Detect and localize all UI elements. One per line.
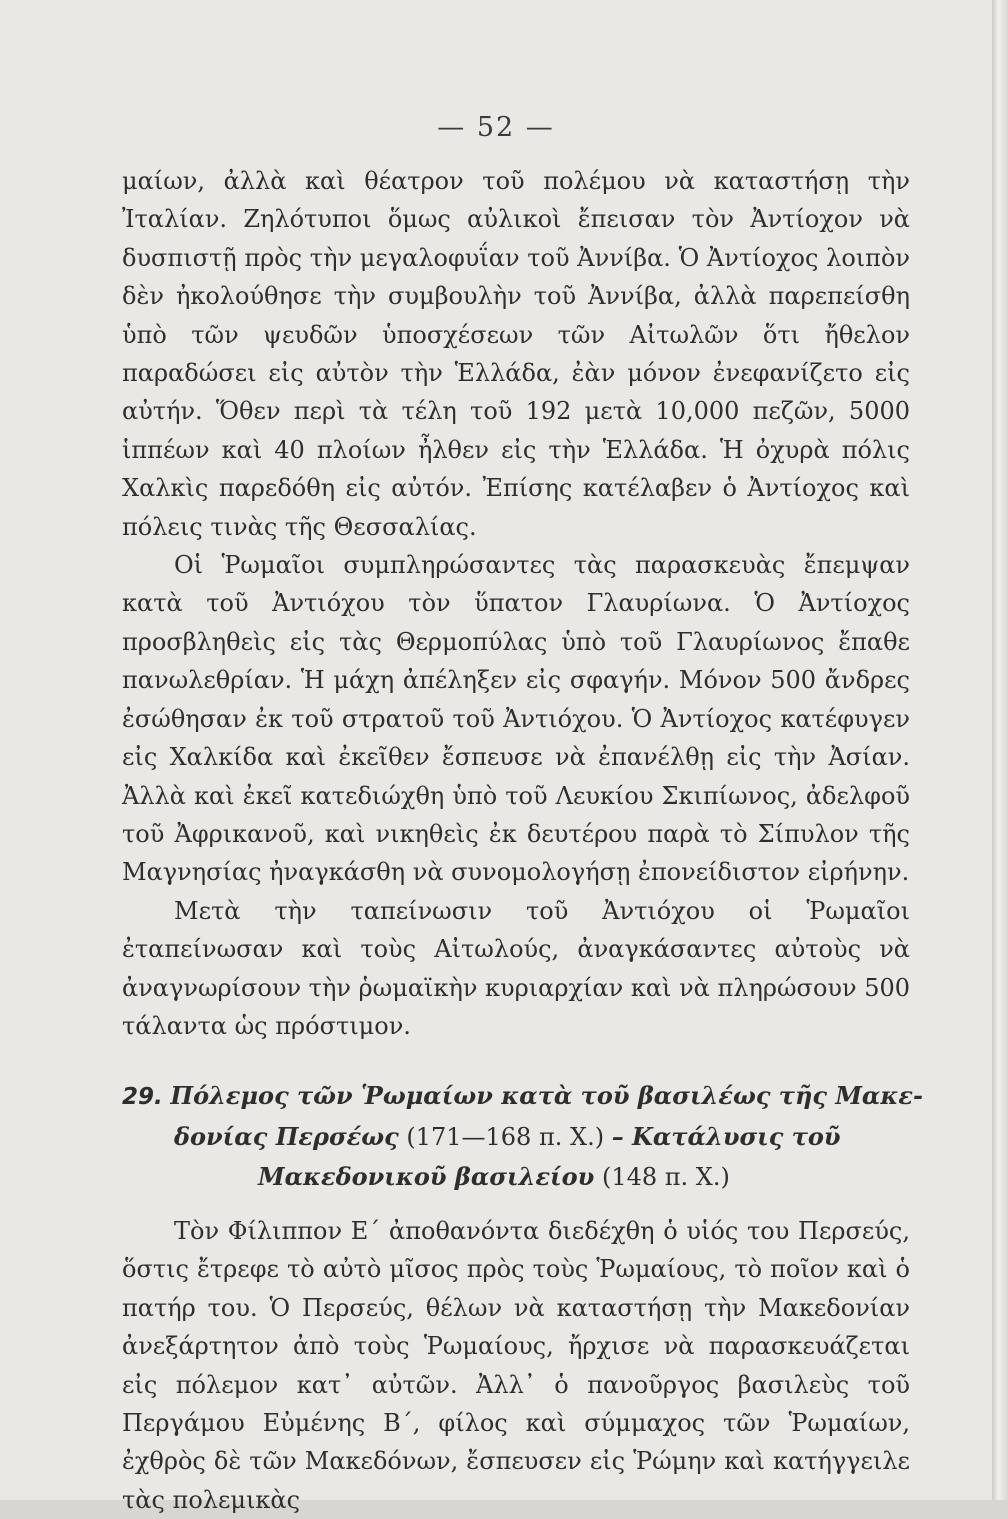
heading-title-part-3: – Κατάλυσις τοῦ [611,1122,841,1151]
paragraph-2: Οἱ Ῥωμαῖοι συμπληρώσαντες τὰς παρασκευὰς ἔπεμψαν κατὰ τοῦ Ἀντιόχου τὸν ὕπατον Γλαυρίωνα. Ὁ Ἀντίοχος προσβληθεὶς εἰς τὰς Θερμοπύλας ὑπὸ τοῦ Γλαυρίωνος ἔπαθε πανωλεθρίαν. Ἡ μάχη ἀπέληξεν εἰς σφαγήν. Μόνον 500 ἄνδρες ἐσώθησαν ἐκ τοῦ στρατοῦ τοῦ Ἀντιόχου. Ὁ Ἀντίοχος κατέφυγεν εἰς Χαλκίδα καὶ ἐκεῖθεν ἔσπευσε νὰ ἐπανέλθῃ εἰς τὴν Ἀσίαν. Ἀλλὰ καὶ ἐκεῖ κατεδιώχθη ὑπὸ τοῦ Λευκίου Σκιπίωνος, ἀδελφοῦ τοῦ Ἀφρικανοῦ, καὶ νικηθεὶς ἐκ δευτέρου παρὰ τὸ Σίπυλον τῆς Μαγνησίας ἠναγκάσθη νὰ συνομολογήσῃ ἐπονείδιστον εἰρήνην. [122,551,910,887]
heading-date-1: (171—168 π. Χ.) [406,1123,605,1151]
section-body-1 [122,162,910,1045]
page-edge [992,0,1008,1500]
page-number: — 52 — [437,112,555,143]
heading-date-2: (148 π. Χ.) [601,1163,730,1191]
section-body-2 [122,1212,910,1519]
heading-line-2 [122,1117,910,1157]
heading-title-part-4: Μακεδονικοῦ βασιλείου [258,1162,595,1191]
heading-title-part-1: Πόλεμος τῶν Ῥωμαίων κατὰ τοῦ βασιλέως τῆς Μακε- [170,1081,923,1110]
heading-title-part-2: δονίας Περσέως [174,1122,399,1151]
heading-line-1 [122,1076,923,1117]
paragraph-3: Μετὰ τὴν ταπείνωσιν τοῦ Ἀντιόχου οἱ Ῥωμαῖοι ἐταπείνωσαν καὶ τοὺς Αἰτωλούς, ἀναγκάσαντες αὐτοὺς νὰ ἀναγνωρίσουν τὴν ῥωμαϊκὴν κυριαρχίαν καὶ νὰ πληρώσουν 500 τάλαντα ὡς πρόστιμον. [122,896,911,1040]
paragraph-1: μαίων, ἀλλὰ καὶ θέατρον τοῦ πολέμου νὰ καταστήσῃ τὴν Ἰταλίαν. Ζηλότυποι ὅμως αὐλικοὶ ἔπεισαν τὸν Ἀντίοχον νὰ δυσπιστῇ πρὸς τὴν μεγαλοφυΐαν τοῦ Ἀννίβα. Ὁ Ἀντίοχος λοιπὸν δὲν ἠκολούθησε τὴν συμβουλὴν τοῦ Ἀννίβα, ἀλλὰ παρεπείσθη ὑπὸ τῶν ψευδῶν ὑποσχέσεων τῶν Αἰτωλῶν ὅτι ἤθελον παραδώσει εἰς αὐτὸν τὴν Ἑλλάδα, ἐὰν μόνον ἐνεφανίζετο εἰς αὐτήν. Ὅθεν περὶ τὰ τέλη τοῦ 192 μετὰ 10,000 πεζῶν, 5000 ἱππέων καὶ 40 πλοίων ἦλθεν εἰς τὴν Ἑλλάδα. Ἡ ὀχυρὰ πόλις Χαλκὶς παρεδόθη εἰς αὐτόν. Ἐπίσης κατέλαβεν ὁ Ἀντίοχος καὶ πόλεις τινὰς τῆς Θεσσαλίας. [122,167,910,541]
section-heading [122,1076,923,1197]
heading-line-3 [122,1157,910,1197]
paragraph-4: Τὸν Φίλιππον Ε΄ ἀποθανόντα διεδέχθη ὁ υἱός του Περσεύς, ὅστις ἔτρεφε τὸ αὐτὸ μῖσος πρὸς τοὺς Ῥωμαίους, τὸ ποῖον καὶ ὁ πατήρ του. Ὁ Περσεύς, θέλων νὰ καταστήσῃ τὴν Μακεδονίαν ἀνεξάρτητον ἀπὸ τοὺς Ῥωμαίους, ἤρχισε νὰ παρασκευάζεται εἰς πόλεμον κατ᾿ αὐτῶν. Ἀλλ᾿ ὁ πανοῦργος βασιλεὺς τοῦ Περγάμου Εὐμένης Β΄, φίλος καὶ σύμμαχος τῶν Ῥωμαίων, ἐχθρὸς δὲ τῶν Μακεδόνων, ἔσπευσεν εἰς Ῥώμην καὶ κατήγγειλε τὰς πολεμικὰς [122,1217,910,1514]
section-number: 29. [122,1084,163,1110]
